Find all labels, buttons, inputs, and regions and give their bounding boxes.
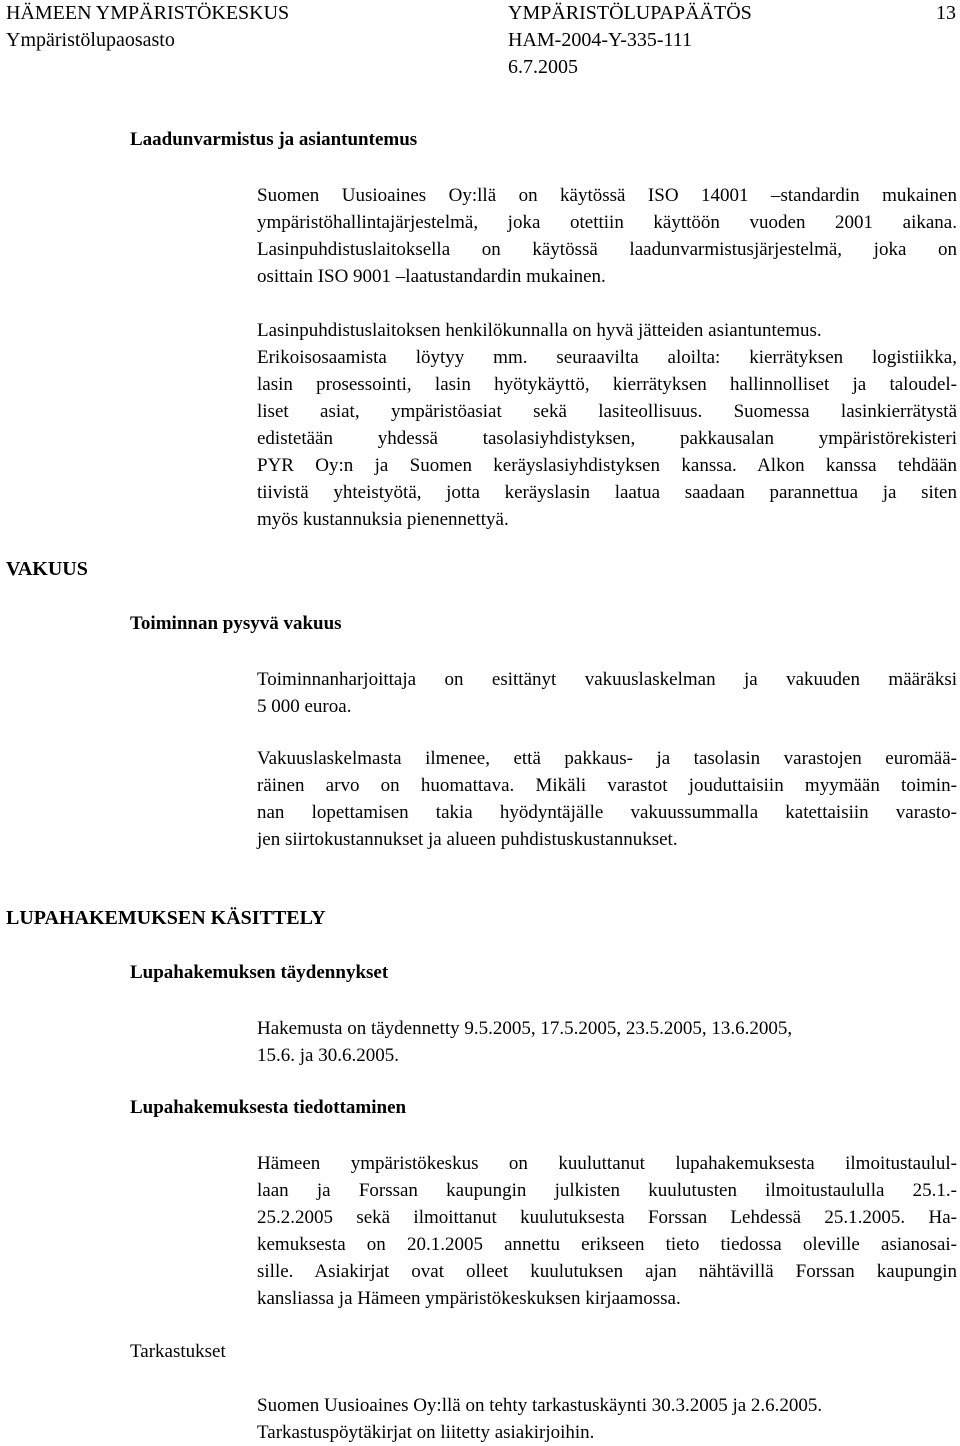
heading-taydennykset: Lupahakemuksen täydennykset bbox=[130, 962, 389, 983]
paragraph-tarkastukset bbox=[257, 1392, 957, 1446]
text-line: Vakuuslaskelmasta ilmenee, että pakkaus- ja tasolasin varastojen euromää- bbox=[257, 748, 957, 769]
text-line: laan ja Forssan kaupungin julkisten kuulutusten ilmoitustaululla 25.1.- bbox=[257, 1180, 957, 1201]
page-number: 13 bbox=[936, 2, 956, 24]
section-vakuus: VAKUUS bbox=[6, 558, 88, 580]
paragraph-tiedottaminen bbox=[257, 1150, 957, 1312]
text-line: Hämeen ympäristökeskus on kuuluttanut lupahakemuksesta ilmoitustaulul- bbox=[257, 1153, 957, 1174]
heading-tarkastukset: Tarkastukset bbox=[130, 1341, 226, 1362]
text-line: sille. Asiakirjat ovat olleet kuulutuksen ajan nähtävillä Forssan kaupungin bbox=[257, 1261, 957, 1282]
header-date: 6.7.2005 bbox=[508, 56, 578, 78]
text-line: jen siirtokustannukset ja alueen puhdistuskustannukset. bbox=[257, 829, 678, 850]
paragraph-vakuus-calc bbox=[257, 745, 957, 853]
text-line: nan lopettamisen takia hyödyntäjälle vakuussummalla katettaisiin varasto- bbox=[257, 802, 957, 823]
text-line: 15.6. ja 30.6.2005. bbox=[257, 1045, 399, 1066]
heading-toiminnan-vakuus: Toiminnan pysyvä vakuus bbox=[130, 613, 342, 634]
paragraph-expertise bbox=[257, 317, 957, 533]
text-line: Suomen Uusioaines Oy:llä on käytössä ISO 14001 –standardin mukainen bbox=[257, 185, 957, 206]
text-line: Toiminnanharjoittaja on esittänyt vakuuslaskelman ja vakuuden määräksi bbox=[257, 669, 957, 690]
text-line: Suomen Uusioaines Oy:llä on tehty tarkastuskäynti 30.3.2005 ja 2.6.2005. bbox=[257, 1395, 823, 1416]
paragraph-vakuus-amount bbox=[257, 666, 957, 720]
header-org: HÄMEEN YMPÄRISTÖKESKUS bbox=[6, 2, 290, 24]
heading-tiedottaminen: Lupahakemuksesta tiedottaminen bbox=[130, 1097, 407, 1118]
header-dept: Ympäristölupaosasto bbox=[6, 29, 175, 51]
text-line: Erikoisosaamista löytyy mm. seuraavilta aloilta: kierrätyksen logistiikka, bbox=[257, 347, 957, 368]
header-doc-id: HAM-2004-Y-335-111 bbox=[508, 29, 693, 51]
text-line: räinen arvo on huomattava. Mikäli varastot jouduttaisiin myymään toimin- bbox=[257, 775, 957, 796]
text-line: 5 000 euroa. bbox=[257, 696, 352, 717]
text-line: kansliassa ja Hämeen ympäristökeskuksen kirjaamossa. bbox=[257, 1288, 681, 1309]
text-line: PYR Oy:n ja Suomen keräyslasiyhdistyksen kanssa. Alkon kanssa tehdään bbox=[257, 455, 957, 476]
heading-laadunvarmistus: Laadunvarmistus ja asiantuntemus bbox=[130, 129, 418, 150]
text-line: kemuksesta on 20.1.2005 annettu erikseen tieto tiedossa oleville asianosai- bbox=[257, 1234, 957, 1255]
text-line: Lasinpuhdistuslaitoksella on käytössä laadunvarmistusjärjestelmä, joka on bbox=[257, 239, 957, 260]
header-doc-type: YMPÄRISTÖLUPAPÄÄTÖS bbox=[508, 2, 752, 24]
text-line: Tarkastuspöytäkirjat on liitetty asiakirjoihin. bbox=[257, 1422, 595, 1443]
text-line: liset asiat, ympäristöasiat sekä lasiteollisuus. Suomessa lasinkierrätystä bbox=[257, 401, 957, 422]
text-line: lasin prosessointi, lasin hyötykäyttö, kierrätyksen hallinnolliset ja taloudel- bbox=[257, 374, 957, 395]
text-line: myös kustannuksia pienennettyä. bbox=[257, 509, 509, 530]
text-line: Lasinpuhdistuslaitoksen henkilökunnalla on hyvä jätteiden asiantuntemus. bbox=[257, 320, 822, 341]
section-lupahakemus: LUPAHAKEMUKSEN KÄSITTELY bbox=[6, 907, 326, 929]
text-line: ympäristöhallintajärjestelmä, joka otettiin käyttöön vuoden 2001 aikana. bbox=[257, 212, 957, 233]
paragraph-taydennykset bbox=[257, 1015, 957, 1069]
text-line: edistetään yhdessä tasolasiyhdistyksen, pakkausalan ympäristörekisteri bbox=[257, 428, 957, 449]
text-line: tiivistä yhteistyötä, jotta keräyslasin laatua saadaan parannettua ja siten bbox=[257, 482, 957, 503]
text-line: osittain ISO 9001 –laatustandardin mukainen. bbox=[257, 266, 606, 287]
text-line: Hakemusta on täydennetty 9.5.2005, 17.5.2005, 23.5.2005, 13.6.2005, bbox=[257, 1018, 793, 1039]
paragraph-iso-systems bbox=[257, 182, 957, 290]
text-line: 25.2.2005 sekä ilmoittanut kuulutuksesta Forssan Lehdessä 25.1.2005. Ha- bbox=[257, 1207, 957, 1228]
